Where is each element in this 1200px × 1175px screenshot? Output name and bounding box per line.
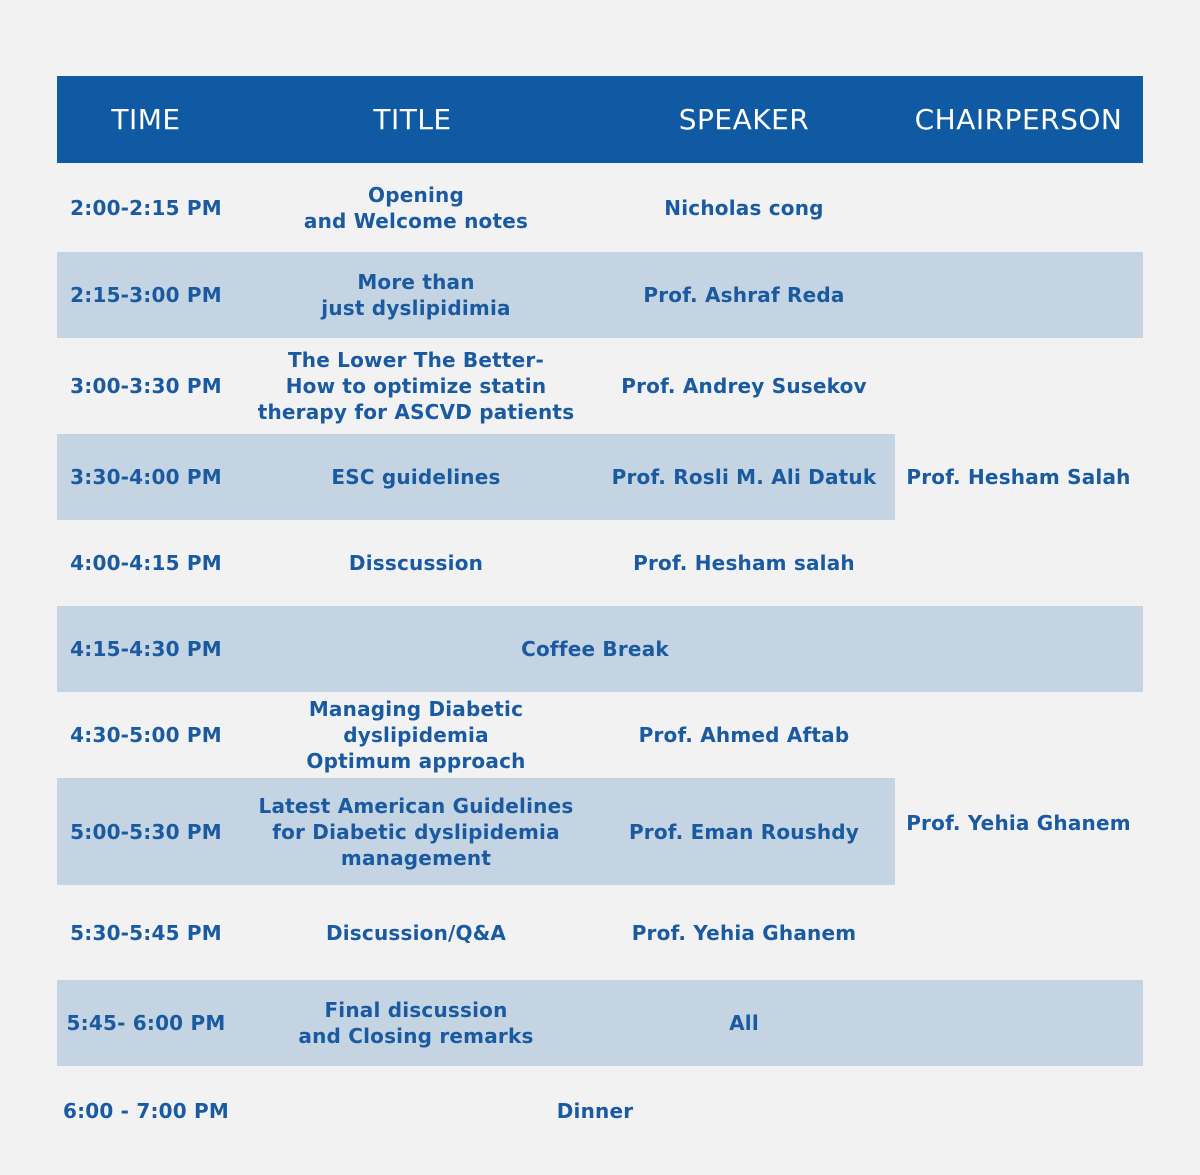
row-title — [235, 520, 597, 606]
chairperson-cell — [894, 778, 1143, 868]
row-speaker — [594, 338, 894, 434]
row-title-text: Discussion/Q&A — [325, 920, 507, 945]
row-speaker — [594, 980, 894, 1066]
row-speaker-text: Prof. Hesham salah — [633, 551, 855, 575]
row-time — [57, 980, 235, 1066]
row-time — [57, 778, 235, 885]
row-time-text: 5:45- 6:00 PM — [66, 1011, 226, 1035]
row-time-text: 5:00-5:30 PM — [70, 819, 222, 844]
row-speaker — [594, 434, 894, 520]
row-time-text: 2:15-3:00 PM — [70, 283, 222, 307]
row-span-label — [235, 1066, 955, 1156]
row-time — [57, 885, 235, 980]
row-speaker-text: Prof. Ahmed Aftab — [638, 723, 850, 747]
row-title — [235, 885, 597, 980]
row-speaker — [594, 520, 894, 606]
row-title — [235, 980, 597, 1066]
row-time-text: 4:15-4:30 PM — [70, 637, 222, 661]
row-time — [57, 338, 235, 434]
chairperson-name: Prof. Yehia Ghanem — [906, 811, 1131, 835]
row-speaker-text: Prof. Andrey Susekov — [621, 374, 867, 398]
row-title — [235, 778, 597, 885]
header-title: TITLE — [373, 103, 452, 136]
row-time-text: 6:00 - 7:00 PM — [62, 1099, 230, 1123]
row-title-text: More than just dyslipidimia — [321, 270, 511, 320]
row-span-label — [235, 606, 955, 692]
row-speaker — [594, 885, 894, 980]
row-title-text: Final discussion and Closing remarks — [298, 998, 534, 1048]
header-speaker: SPEAKER — [678, 103, 810, 136]
row-speaker — [594, 692, 894, 778]
row-time — [57, 252, 235, 338]
row-time-text: 2:00-2:15 PM — [70, 195, 222, 220]
row-time-text: 3:30-4:00 PM — [70, 465, 222, 489]
row-title-text: Disscussion — [348, 551, 484, 575]
row-speaker-text: All — [729, 1011, 759, 1035]
row-title-text: Managing Diabetic dyslipidemia Optimum approach — [306, 697, 526, 773]
row-time-text: 5:30-5:45 PM — [70, 920, 222, 945]
row-title-text: ESC guidelines — [331, 465, 501, 489]
row-title — [235, 338, 597, 434]
row-title-text: Latest American Guidelines for Diabetic dyslipidemia management — [258, 793, 574, 870]
row-title — [235, 434, 597, 520]
row-speaker — [594, 778, 894, 885]
row-time — [57, 434, 235, 520]
row-time — [57, 606, 235, 692]
row-speaker — [594, 163, 894, 252]
row-time — [57, 163, 235, 252]
row-speaker-text: Nicholas cong — [664, 195, 824, 220]
row-span-label-text: Coffee Break — [521, 637, 669, 661]
row-title-text: The Lower The Better- How to optimize statin therapy for ASCVD patients — [257, 348, 575, 424]
row-speaker — [594, 252, 894, 338]
row-time — [57, 692, 235, 778]
row-title — [235, 252, 597, 338]
row-time — [57, 1066, 235, 1156]
header-chairperson: CHAIRPERSON — [914, 103, 1123, 136]
row-title — [235, 692, 597, 778]
chairperson-cell — [894, 434, 1143, 520]
row-time-text: 4:00-4:15 PM — [70, 551, 222, 575]
row-time-text: 4:30-5:00 PM — [70, 723, 222, 747]
row-speaker-text: Prof. Eman Roushdy — [628, 819, 860, 844]
row-time-text: 3:00-3:30 PM — [70, 374, 222, 398]
row-speaker-text: Prof. Rosli M. Ali Datuk — [611, 465, 877, 489]
row-title-text: Opening and Welcome notes — [303, 182, 529, 233]
chairperson-name: Prof. Hesham Salah — [906, 465, 1131, 489]
row-speaker-text: Prof. Ashraf Reda — [643, 283, 845, 307]
row-speaker-text: Prof. Yehia Ghanem — [631, 920, 857, 945]
row-time — [57, 520, 235, 606]
row-title — [235, 163, 597, 252]
row-span-label-text: Dinner — [556, 1099, 634, 1123]
header-time: TIME — [111, 103, 181, 136]
